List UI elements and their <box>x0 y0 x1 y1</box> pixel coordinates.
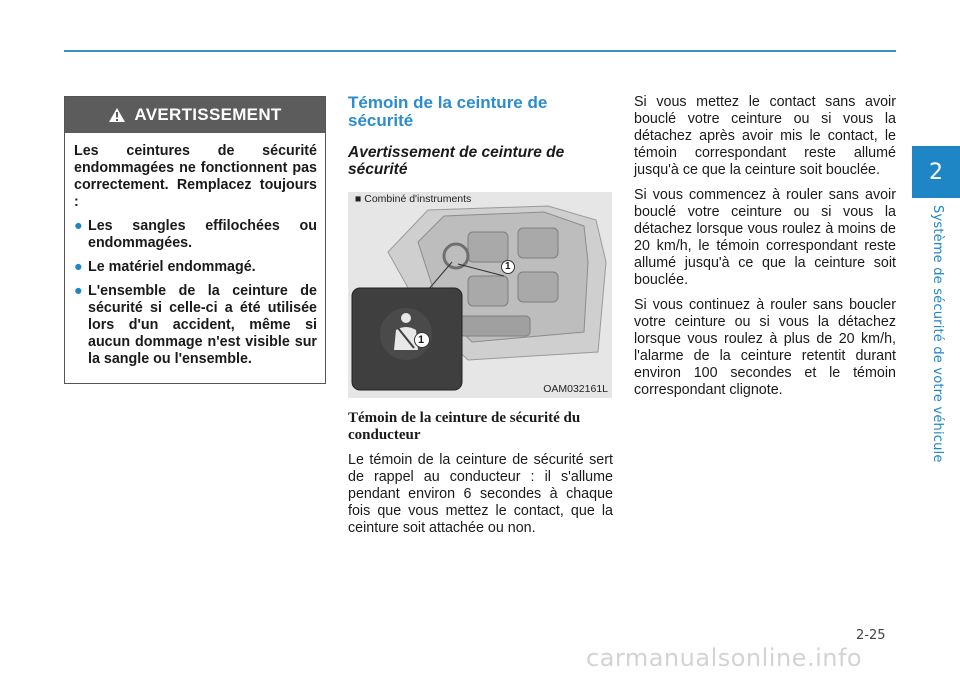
warning-box <box>64 96 326 384</box>
bullet-icon: ● <box>74 259 83 275</box>
list-item-text: Le matériel endommagé. <box>88 259 256 275</box>
callout-number: 1 <box>505 261 511 272</box>
paragraph: Si vous commencez à rouler sans avoir bouclé votre ceinture ou si vous la détachez lorsque vous roulez à moins de 20 km/h, le témoin correspondant reste allumé jusqu'à ce que la ceinture soit bouclée. <box>634 187 896 288</box>
warning-title: AVERTISSEMENT <box>134 105 282 124</box>
section-title: Témoin de la ceinture de sécurité <box>348 93 548 130</box>
bullet-icon: ● <box>74 283 83 299</box>
top-rule <box>64 50 896 52</box>
page-number: 2-25 <box>856 628 886 643</box>
warning-body <box>65 133 325 368</box>
chapter-number-tab <box>912 146 960 198</box>
chapter-title: Système de sécurité de votre véhicule <box>930 205 945 463</box>
car-interior-illustration <box>348 192 612 398</box>
figure-code: OAM032161L <box>543 383 608 395</box>
warning-header <box>65 97 325 133</box>
subsection-title: Avertissement de ceinture de sécurité <box>348 144 565 178</box>
list-item <box>74 259 317 276</box>
watermark: carmanualsonline.info <box>586 644 863 672</box>
right-column <box>634 94 896 407</box>
paragraph: Si vous continuez à rouler sans boucler votre ceinture ou si vous la détachez lorsque vous roulez à plus de 20 km/h, l'alarme de la ceinture retentit durant environ 100 secondes et le témoin correspondant clignote. <box>634 297 896 398</box>
warning-list <box>74 218 317 368</box>
list-item <box>74 283 317 368</box>
chapter-number: 2 <box>929 159 943 185</box>
bullet-icon: ● <box>74 218 83 234</box>
paragraph: Si vous mettez le contact sans avoir bouclé votre ceinture ou si vous la détachez après avoir mis le contact, le témoin correspondant reste allumé jusqu'à ce que la ceinture soit bouclée. <box>634 94 896 178</box>
warning-intro: Les ceintures de sécurité endommagées ne fonctionnent pas correctement. Remplacez toujours : <box>74 143 317 210</box>
instrument-cluster-figure <box>348 192 612 398</box>
list-item <box>74 218 317 252</box>
list-item-text: L'ensemble de la ceinture de sécurité si celle-ci a été utilisée lors d'un accident, même si aucun dommage n'est visible sur la sangle ou l'ensemble. <box>88 283 317 367</box>
callout-number: 1 <box>418 334 425 346</box>
middle-column <box>348 94 613 537</box>
list-item-text: Les sangles effilochées ou endommagées. <box>88 218 317 251</box>
driver-heading: Témoin de la ceinture de sécurité du conducteur <box>348 410 581 443</box>
warning-triangle-icon <box>108 107 126 123</box>
figure-label: ■ Combiné d'instruments <box>355 193 472 205</box>
driver-text: Le témoin de la ceinture de sécurité sert de rappel au conducteur : il s'allume pendant environ 6 secondes à chaque fois que vous mettez le contact, que la ceinture soit attachée ou non. <box>348 452 613 536</box>
